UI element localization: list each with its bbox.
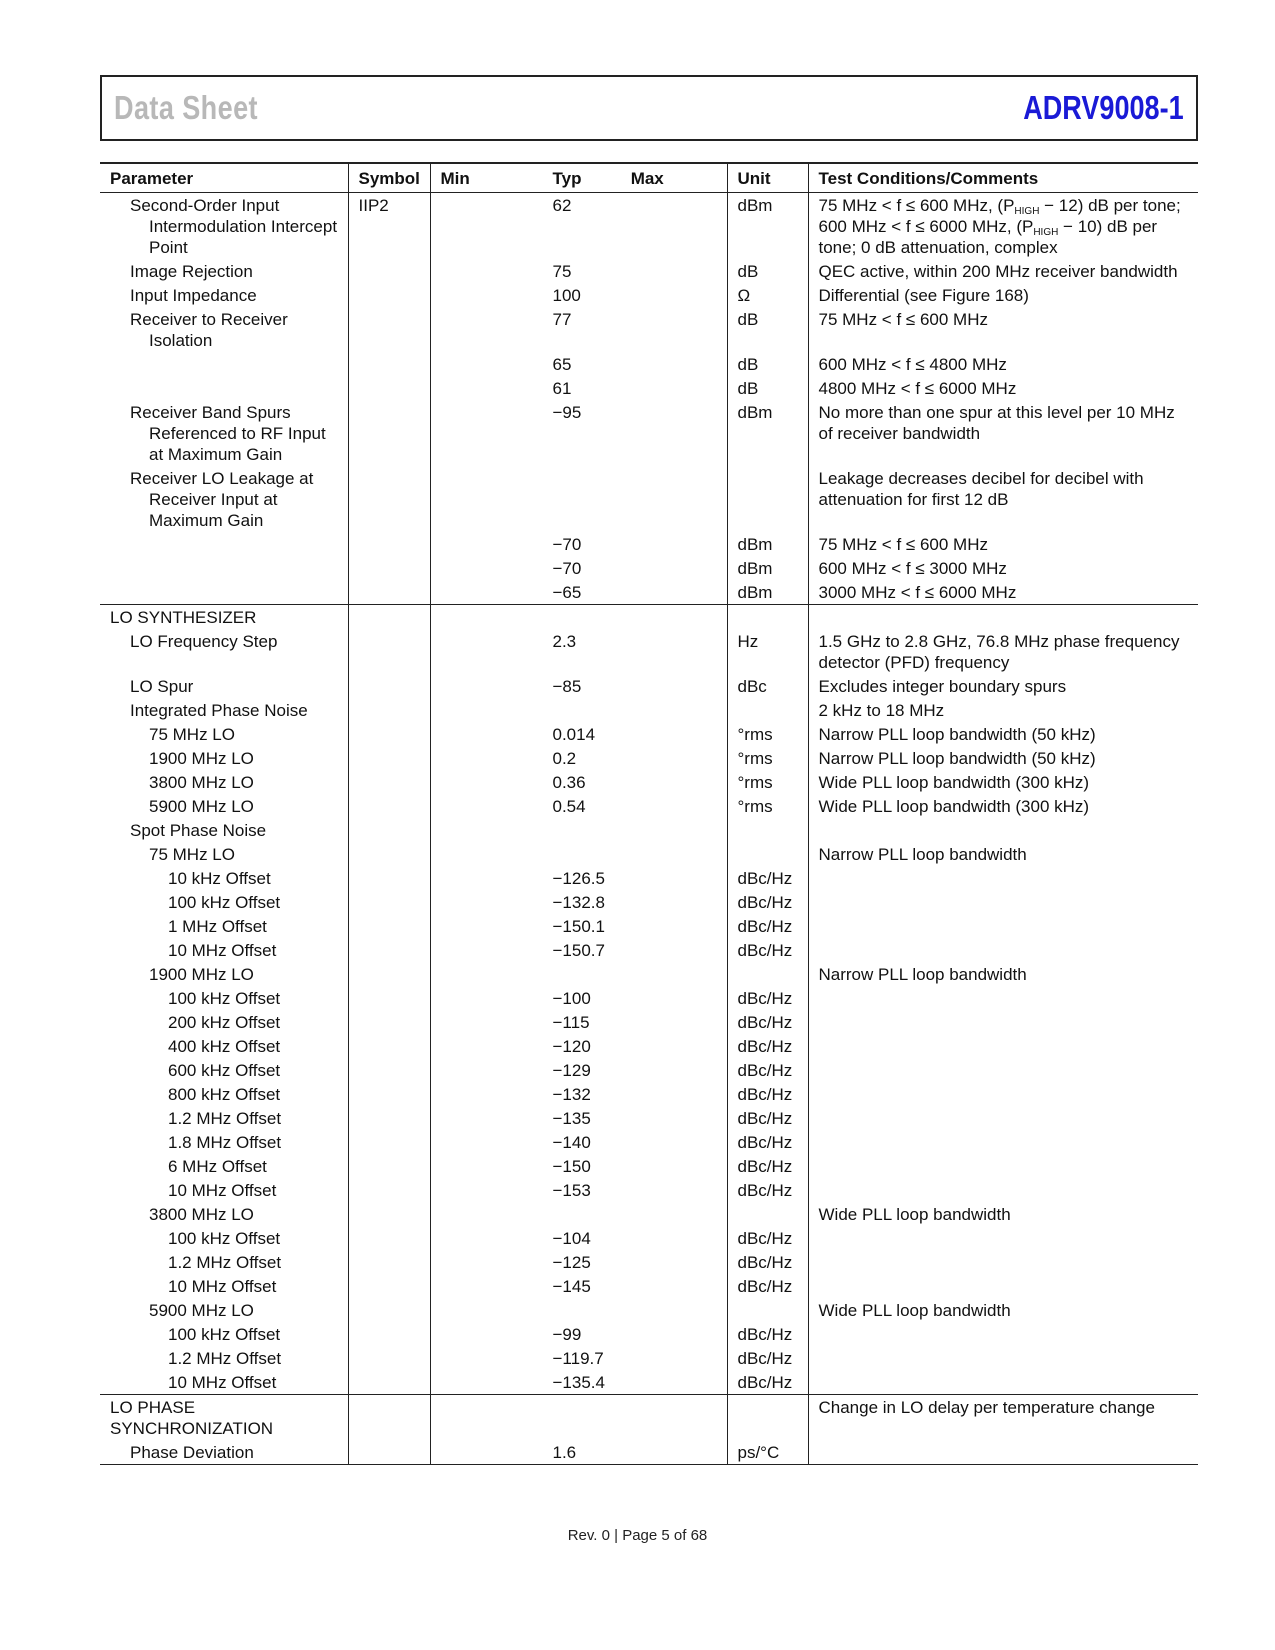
typ-value: −85 bbox=[552, 677, 582, 696]
typ-value: 75 bbox=[552, 262, 572, 281]
table-row bbox=[100, 986, 1198, 1010]
typ-value: −95 bbox=[552, 403, 582, 422]
typ-value: 0.014 bbox=[552, 725, 596, 744]
typ-value: −150 bbox=[552, 1157, 591, 1176]
section-row-lo-phase-synchronization bbox=[100, 1395, 1198, 1441]
unit-cell: dBc/Hz bbox=[727, 938, 808, 962]
typ-value: −132 bbox=[552, 1085, 591, 1104]
typ-value: −120 bbox=[552, 1037, 591, 1056]
typ-value: −135.4 bbox=[552, 1373, 605, 1392]
table-row bbox=[100, 1082, 1198, 1106]
unit-cell: dB bbox=[727, 376, 808, 400]
unit-cell: dBm bbox=[727, 556, 808, 580]
unit-cell bbox=[727, 466, 808, 532]
param-cell: LO Frequency Step bbox=[130, 632, 278, 651]
conditions-cell: Narrow PLL loop bandwidth (50 kHz) bbox=[808, 746, 1198, 770]
unit-cell: dBc/Hz bbox=[727, 1010, 808, 1034]
typ-value: 1.6 bbox=[552, 1443, 577, 1462]
typ-value: −119.7 bbox=[552, 1349, 604, 1368]
param-cell: 1.8 MHz Offset bbox=[168, 1133, 282, 1152]
conditions-cell: 600 MHz < f ≤ 3000 MHz bbox=[808, 556, 1198, 580]
param-cell: 6 MHz Offset bbox=[168, 1157, 267, 1176]
typ-value: −104 bbox=[552, 1229, 591, 1248]
typ-value: 0.54 bbox=[552, 797, 586, 816]
typ-value: −145 bbox=[552, 1277, 591, 1296]
col-header-unit: Unit bbox=[727, 163, 808, 193]
table-row bbox=[100, 556, 1198, 580]
typ-value: −65 bbox=[552, 583, 582, 602]
param-cell: 100 kHz Offset bbox=[168, 893, 281, 912]
conditions-cell: Leakage decreases decibel for decibel with attenuation for first 12 dB bbox=[808, 466, 1198, 532]
table-row bbox=[100, 1202, 1198, 1226]
unit-cell: dBc/Hz bbox=[727, 1034, 808, 1058]
table-row bbox=[100, 400, 1198, 466]
unit-cell: dBc/Hz bbox=[727, 1250, 808, 1274]
table-row bbox=[100, 770, 1198, 794]
unit-cell: dBc/Hz bbox=[727, 1154, 808, 1178]
col-header-typ: Typ bbox=[552, 169, 582, 188]
unit-cell: dBc/Hz bbox=[727, 1226, 808, 1250]
typ-value: 65 bbox=[552, 355, 572, 374]
param-cell: 400 kHz Offset bbox=[168, 1037, 281, 1056]
table-row bbox=[100, 890, 1198, 914]
table-row bbox=[100, 629, 1198, 674]
unit-cell: dBc/Hz bbox=[727, 890, 808, 914]
unit-cell: ps/°C bbox=[727, 1440, 808, 1465]
unit-cell: dBc/Hz bbox=[727, 1178, 808, 1202]
table-row bbox=[100, 1440, 1198, 1465]
param-cell: 75 MHz LO bbox=[149, 845, 235, 864]
typ-value: −99 bbox=[552, 1325, 582, 1344]
param-cell: Spot Phase Noise bbox=[130, 821, 267, 840]
unit-cell: dB bbox=[727, 259, 808, 283]
table-row bbox=[100, 1274, 1198, 1298]
conditions-cell: Narrow PLL loop bandwidth bbox=[808, 962, 1198, 986]
unit-cell: dBc/Hz bbox=[727, 1082, 808, 1106]
typ-value: −150.1 bbox=[552, 917, 605, 936]
table-row bbox=[100, 352, 1198, 376]
conditions-cell: 2 kHz to 18 MHz bbox=[808, 698, 1198, 722]
unit-cell: dBc bbox=[727, 674, 808, 698]
value-cell: 62 bbox=[430, 193, 727, 260]
param-cell: 1.2 MHz Offset bbox=[168, 1109, 282, 1128]
table-row bbox=[100, 818, 1198, 842]
typ-value: −126.5 bbox=[552, 869, 605, 888]
section-heading: LO SYNTHESIZER bbox=[100, 605, 348, 630]
param-cell: Receiver to Receiver Isolation bbox=[130, 310, 288, 350]
conditions-cell: QEC active, within 200 MHz receiver bandwidth bbox=[808, 259, 1198, 283]
param-cell: 5900 MHz LO bbox=[149, 1301, 254, 1320]
param-cell bbox=[100, 580, 348, 605]
table-row bbox=[100, 1298, 1198, 1322]
param-cell: 1900 MHz LO bbox=[149, 965, 254, 984]
conditions-cell: 75 MHz < f ≤ 600 MHz bbox=[808, 532, 1198, 556]
typ-value: 100 bbox=[552, 286, 581, 305]
conditions-cell: Narrow PLL loop bandwidth bbox=[808, 842, 1198, 866]
page-footer: Rev. 0 | Page 5 of 68 bbox=[567, 1527, 708, 1544]
unit-cell: dBc/Hz bbox=[727, 1130, 808, 1154]
param-cell: 800 kHz Offset bbox=[168, 1085, 281, 1104]
typ-value: −129 bbox=[552, 1061, 591, 1080]
unit-cell: dBm bbox=[727, 532, 808, 556]
specifications-table bbox=[100, 162, 1198, 1465]
typ-value: −135 bbox=[552, 1109, 591, 1128]
table-row bbox=[100, 283, 1198, 307]
param-cell: 1900 MHz LO bbox=[149, 749, 254, 768]
conditions-cell: 75 MHz < f ≤ 600 MHz bbox=[808, 307, 1198, 352]
conditions-cell: Narrow PLL loop bandwidth (50 kHz) bbox=[808, 722, 1198, 746]
param-cell bbox=[100, 352, 348, 376]
typ-value: 61 bbox=[552, 379, 572, 398]
unit-cell: dB bbox=[727, 352, 808, 376]
table-row bbox=[100, 1034, 1198, 1058]
unit-cell: dBc/Hz bbox=[727, 1106, 808, 1130]
unit-cell: dB bbox=[727, 307, 808, 352]
unit-cell: Hz bbox=[727, 629, 808, 674]
param-cell: 600 kHz Offset bbox=[168, 1061, 281, 1080]
table-row bbox=[100, 866, 1198, 890]
col-header-symbol: Symbol bbox=[348, 163, 430, 193]
conditions-cell: Wide PLL loop bandwidth bbox=[808, 1298, 1198, 1322]
table-row bbox=[100, 532, 1198, 556]
unit-cell: Ω bbox=[727, 283, 808, 307]
param-cell: LO Spur bbox=[130, 677, 194, 696]
table-row bbox=[100, 722, 1198, 746]
param-cell: 5900 MHz LO bbox=[149, 797, 254, 816]
conditions-cell: 4800 MHz < f ≤ 6000 MHz bbox=[808, 376, 1198, 400]
document-type-title: Data Sheet bbox=[114, 89, 258, 126]
param-cell: 200 kHz Offset bbox=[168, 1013, 281, 1032]
unit-cell: dBm bbox=[727, 400, 808, 466]
table-row bbox=[100, 1106, 1198, 1130]
conditions-cell: Change in LO delay per temperature change bbox=[808, 1395, 1198, 1441]
col-header-parameter: Parameter bbox=[100, 163, 348, 193]
table-row bbox=[100, 1178, 1198, 1202]
typ-value: −132.8 bbox=[552, 893, 605, 912]
unit-cell: dBc/Hz bbox=[727, 866, 808, 890]
unit-cell: dBc/Hz bbox=[727, 1346, 808, 1370]
param-cell: Input Impedance bbox=[130, 286, 257, 305]
unit-cell: dBc/Hz bbox=[727, 1370, 808, 1395]
conditions-cell: 3000 MHz < f ≤ 6000 MHz bbox=[808, 580, 1198, 605]
col-header-conditions: Test Conditions/Comments bbox=[808, 163, 1198, 193]
param-cell: 100 kHz Offset bbox=[168, 1325, 281, 1344]
table-row bbox=[100, 1250, 1198, 1274]
col-header-max: Max bbox=[630, 169, 664, 188]
conditions-cell: No more than one spur at this level per 10 MHz of receiver bandwidth bbox=[808, 400, 1198, 466]
typ-value: −100 bbox=[552, 989, 591, 1008]
conditions-cell: Wide PLL loop bandwidth bbox=[808, 1202, 1198, 1226]
conditions-cell: Differential (see Figure 168) bbox=[808, 283, 1198, 307]
conditions-cell: Wide PLL loop bandwidth (300 kHz) bbox=[808, 794, 1198, 818]
section-row-lo-synthesizer bbox=[100, 605, 1198, 630]
typ-value: −125 bbox=[552, 1253, 591, 1272]
table-row bbox=[100, 1346, 1198, 1370]
conditions-cell: 75 MHz < f ≤ 600 MHz, $(P_{HIGH} - 12)$ dB per tone; 600 MHz < f ≤ 6000 MHz, $(P_{HIGH} - 10)$ dB per tone; 0 dB attenuation, complex bbox=[808, 193, 1198, 260]
typ-value: 2.3 bbox=[552, 632, 577, 651]
table-row bbox=[100, 698, 1198, 722]
typ-value: −153 bbox=[552, 1181, 591, 1200]
param-cell: 10 MHz Offset bbox=[168, 1181, 277, 1200]
table-row bbox=[100, 938, 1198, 962]
unit-cell: dBm bbox=[727, 580, 808, 605]
param-cell: Second-Order Input Intermodulation Intercept Point bbox=[130, 196, 338, 257]
table-row bbox=[100, 307, 1198, 352]
param-cell: Phase Deviation bbox=[100, 1440, 348, 1465]
table-row bbox=[100, 842, 1198, 866]
param-cell: Receiver Band Spurs Referenced to RF Input at Maximum Gain bbox=[130, 403, 326, 464]
table-row bbox=[100, 193, 1198, 260]
page-header bbox=[100, 75, 1198, 141]
conditions-cell: 1.5 GHz to 2.8 GHz, 76.8 MHz phase frequency detector (PFD) frequency bbox=[808, 629, 1198, 674]
typ-value: −115 bbox=[552, 1013, 590, 1032]
param-cell: 10 MHz Offset bbox=[168, 1277, 277, 1296]
table-row bbox=[100, 746, 1198, 770]
param-cell: Image Rejection bbox=[130, 262, 253, 281]
table-row bbox=[100, 1370, 1198, 1395]
unit-cell: dBc/Hz bbox=[727, 914, 808, 938]
unit-cell: dBc/Hz bbox=[727, 1322, 808, 1346]
unit-cell: dBc/Hz bbox=[727, 986, 808, 1010]
symbol-cell: IIP2 bbox=[348, 193, 430, 260]
conditions-cell: Excludes integer boundary spurs bbox=[808, 674, 1198, 698]
param-cell: 100 kHz Offset bbox=[168, 989, 281, 1008]
param-cell bbox=[100, 376, 348, 400]
table-row bbox=[100, 962, 1198, 986]
typ-value: −70 bbox=[552, 535, 582, 554]
table-row bbox=[100, 580, 1198, 605]
table-row bbox=[100, 914, 1198, 938]
table-row bbox=[100, 1154, 1198, 1178]
table-row bbox=[100, 1010, 1198, 1034]
typ-value: 0.36 bbox=[552, 773, 586, 792]
table-row bbox=[100, 1130, 1198, 1154]
typ-value: 77 bbox=[552, 310, 572, 329]
table-row bbox=[100, 674, 1198, 698]
unit-cell: dBm bbox=[727, 193, 808, 260]
param-cell: Receiver LO Leakage at Receiver Input at Maximum Gain bbox=[130, 469, 314, 530]
param-cell bbox=[100, 532, 348, 556]
table-row bbox=[100, 1058, 1198, 1082]
param-cell: 1.2 MHz Offset bbox=[168, 1349, 282, 1368]
param-cell: 1.2 MHz Offset bbox=[168, 1253, 282, 1272]
typ-value: −140 bbox=[552, 1133, 591, 1152]
section-heading: LO PHASE SYNCHRONIZATION bbox=[100, 1395, 348, 1441]
param-cell: 10 MHz Offset bbox=[168, 941, 277, 960]
table-row bbox=[100, 1322, 1198, 1346]
param-cell: 1 MHz Offset bbox=[168, 917, 267, 936]
param-cell: 3800 MHz LO bbox=[149, 1205, 254, 1224]
unit-cell: °rms bbox=[727, 722, 808, 746]
param-cell: 10 kHz Offset bbox=[168, 869, 271, 888]
param-cell: 75 MHz LO bbox=[149, 725, 235, 744]
conditions-cell: Wide PLL loop bandwidth (300 kHz) bbox=[808, 770, 1198, 794]
unit-cell: °rms bbox=[727, 770, 808, 794]
unit-cell: °rms bbox=[727, 746, 808, 770]
typ-value: 0.2 bbox=[552, 749, 577, 768]
param-cell: 10 MHz Offset bbox=[168, 1373, 277, 1392]
typ-value: −70 bbox=[552, 559, 582, 578]
param-cell bbox=[100, 556, 348, 580]
param-cell: 3800 MHz LO bbox=[149, 773, 254, 792]
unit-cell: °rms bbox=[727, 794, 808, 818]
unit-cell: dBc/Hz bbox=[727, 1274, 808, 1298]
part-number-title: ADRV9008-1 bbox=[1023, 89, 1184, 126]
param-cell: Integrated Phase Noise bbox=[130, 701, 308, 720]
typ-value: −150.7 bbox=[552, 941, 605, 960]
table-row bbox=[100, 376, 1198, 400]
table-row bbox=[100, 466, 1198, 532]
unit-cell: dBc/Hz bbox=[727, 1058, 808, 1082]
table-row bbox=[100, 259, 1198, 283]
table-header-row bbox=[100, 163, 1198, 193]
col-header-min-typ-max: Min Typ Max bbox=[430, 163, 727, 193]
param-cell: 100 kHz Offset bbox=[168, 1229, 281, 1248]
conditions-cell: 600 MHz < f ≤ 4800 MHz bbox=[808, 352, 1198, 376]
table-row bbox=[100, 1226, 1198, 1250]
table-row bbox=[100, 794, 1198, 818]
